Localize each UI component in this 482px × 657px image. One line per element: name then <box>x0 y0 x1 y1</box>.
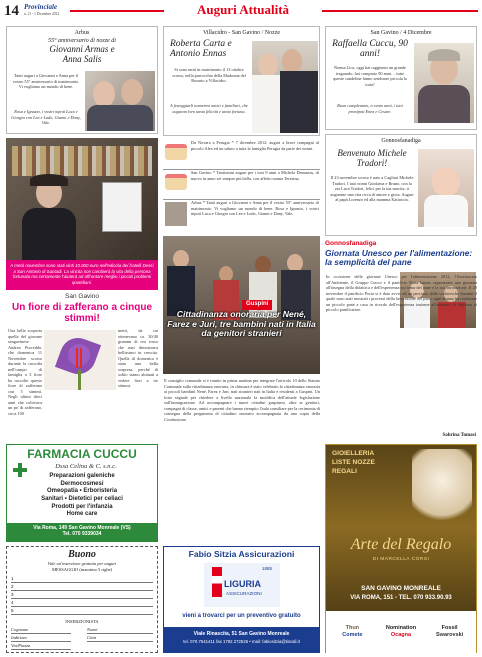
regalo-ad <box>325 444 477 653</box>
message-line[interactable]: 5 <box>11 607 153 615</box>
unesco-author: Sabrina Tomasi <box>442 433 476 438</box>
nome-field[interactable]: Nome <box>87 627 153 634</box>
auguri-item <box>163 140 320 166</box>
auguri-text: Da Novara a Perugia * 7 dicembre 2012: auguri a bravi compagni al piccolo Alex ed un saluto a tutta la famiglia Perugia da parte dei nonni. <box>191 140 319 151</box>
liguria-brand: LIGURIA <box>224 579 261 589</box>
service-item: Preparazioni galeniche <box>49 473 115 479</box>
message-line[interactable]: 2 <box>11 583 153 591</box>
page-number: 14 <box>4 3 19 19</box>
saffron-flower-photo <box>44 330 116 390</box>
lighthouse-icon <box>212 567 222 597</box>
arbus-body: Tanti auguri a Giovanni e Anna per il vostro 55° anniversario di matrimonio. Vi vogliamo un mondo di bene. <box>12 73 80 89</box>
magazine-logo: Provinciale <box>24 3 58 11</box>
buono-coupon <box>6 546 158 653</box>
guspini-label: Guspini <box>242 300 272 310</box>
regalo-services <box>332 449 402 477</box>
farmacia-services <box>17 473 147 519</box>
tradori-birth-box <box>325 134 477 236</box>
farmacia-owner: Dssa Celina & C. s.n.c. <box>55 463 117 470</box>
regalo-owner: DI MARCELLA CORSI <box>372 557 430 562</box>
message-line[interactable]: 3 <box>11 591 153 599</box>
buono-subtitle: Vale un'inserzione gratuita per auguri <box>47 561 117 566</box>
auguri-item <box>163 170 320 196</box>
liguria-year: 1885 <box>262 566 273 571</box>
service-item: Omeopatia • Erboristeria <box>46 488 118 495</box>
cuccu-place: San Gavino / 4 Dicembre <box>370 30 432 36</box>
arbus-place: Arbus <box>74 30 90 36</box>
message-line[interactable]: 4 <box>11 599 153 607</box>
buono-message-label: MESSAGGIO (massimo 5 righe) <box>51 567 113 572</box>
auguri-list <box>163 138 320 234</box>
service-item: Dermocosmesi <box>60 480 104 487</box>
regalo-brands <box>326 611 476 653</box>
sitzia-ad <box>163 546 320 653</box>
grandmother-photo <box>414 43 474 123</box>
sitzia-footer <box>164 627 319 653</box>
tradori-body: Il 23 novembre scorso è nato a Cagliari Michele Tradori. I tuoi nonni Girolama e Bruno, con la zia Luca Tradori, felici per la tua nascita, ti augurano una vita ricca di amore e gioia. Auguri al papà Lorenzo ed alla mamma Katiuscia. <box>330 175 414 202</box>
farmacia-address: Via Roma, 149 San Gavino Monreale (VS) <box>33 525 131 531</box>
liguria-logo <box>204 563 280 607</box>
indirizzo-field[interactable]: Indirizzo <box>11 635 71 642</box>
header-rule-right <box>322 10 478 12</box>
newsstand-photo <box>6 138 158 260</box>
service-item: GIOIELLERIA <box>332 450 375 457</box>
cuccu-body: Nonna Lica, oggi hai raggiunto un grande traguardo, hai compiuto 90 anni… tutte queste candeline fanno sembrare piccola la torta! <box>333 65 407 87</box>
auguri-text: Arbus * Tanti auguri a Giovanni e Anna per il vostro 55° anniversario di matrimonio. Vi vogliamo un mondo di bene. Rosa e Ignazio, i vostri nipoti Luca e Giorgia con Lea e Ludo, Gianni e Dany, Vale. <box>191 200 319 216</box>
service-item: Prodotti per l'infanzia <box>51 503 113 510</box>
cuccu-birthday-box <box>325 26 477 130</box>
auguri-text: San Gavino * Tantissimi auguri per i tuoi 9 anni a Michela Demurtas, di nuovo in anno sei sempre più bella, con affetto nonna Teresina. <box>191 170 319 181</box>
issue-date: n. 21 - 1 Dicembre 2012 <box>24 12 60 16</box>
newsstand-caption: A metà novembre sono stati vinti 10.000 euro nell'edicola dei fratelli Dessì a San Antonio di Santadi. La vincita non cambierà la vita della persona fortunata ma certamente l'aiuterà ad affrontare meglio i piccoli problemi quotidiani. <box>6 260 158 290</box>
arbus-names: Giovanni Armas e Anna Salis <box>49 44 115 64</box>
regalo-address: VIA ROMA, 151 - TEL. 070 933.90.93 <box>350 595 452 601</box>
wedding-couple-photo <box>252 41 318 133</box>
buono-sender-label: INSERZIONISTA <box>65 619 99 624</box>
villacidro-names: Roberta Carta e Antonio Ennas <box>170 39 232 60</box>
unesco-headline: Giornata Unesco per l'alimentazione: la semplicità del pane <box>325 248 473 268</box>
brand-logo: Nomination <box>385 625 417 632</box>
page-header <box>0 0 482 22</box>
auguri-item <box>163 200 320 232</box>
service-item: Home care <box>66 511 98 518</box>
sitzia-address: Viale Rinascita, 51 San Gavino Monreale <box>193 631 290 637</box>
cake-icon <box>165 174 187 190</box>
service-item: Sanitari • Dietetici per celiaci <box>41 496 123 503</box>
cognome-field[interactable]: Cognome <box>11 627 71 634</box>
villacidro-place: Villacidro - San Gavino / Nozze <box>202 30 281 36</box>
sitzia-slogan: vieni a trovarci per un preventivo gratuito <box>182 613 301 619</box>
arbus-couple-photo <box>85 71 155 131</box>
newborn-photo <box>418 149 474 227</box>
section-title: Auguri Attualità <box>196 2 290 17</box>
brand-logo: Comete <box>342 632 363 638</box>
brand-logo: Swarovski <box>436 632 464 638</box>
cuccu-names: Raffaella Cuccu, 90 anni! <box>332 39 408 60</box>
buono-title: Buono <box>68 549 96 560</box>
guspini-headline: Cittadinanza onoraria per Nené, Farez e Juri, tre bambini nati in Italia da genitori stranieri <box>167 309 316 339</box>
tradori-place: Gonnosfanadiga <box>381 138 421 144</box>
zafferano-body-left: Una bella scoperta quella del giovane sangavinese Andrea Porcedda, che domenica 11 Novembre scorso durante la raccolta nell'campo di famiglia a 3 fiore ha raccolto questo fiore di zafferano con 5 stimmi. Negli ultimi dieci anni che coltivava un po' di zafferano, circa 100 <box>8 328 42 416</box>
sitzia-title: Fabio Sitzia Assicurazioni <box>188 549 295 559</box>
zafferano-place: San Gavino <box>65 293 99 300</box>
regalo-city: SAN GAVINO MONREALE <box>361 585 441 592</box>
unesco-body: In occasione delle giornate Unesco per l'alimentazione 2012, l'Assessorato all'Ambiente, il Gruppo Cuoco e il panificio Porta hanno organizzato una giornata all'insegna della didattica e dell'esperienza sul tema del pane e la sua lavorazione. Il 20 novembre il panificio Porta si è dato avvio ad un percorso delle scolaresche durante il quale sono stati mostrati i processi della lavorazione del pane: ogni alunno ha realizzato un piccolo pane a casa in ricordo dell'esperienza insieme all'attestato di diploma di piccolo panificatore. <box>326 274 477 312</box>
farmacia-ad <box>6 444 158 542</box>
header-rule-left <box>70 10 164 12</box>
service-item: REGALI <box>332 468 357 476</box>
farmacia-footer <box>7 523 157 542</box>
regalo-name: Arte del Regalo <box>350 536 452 553</box>
sitzia-phone: tel. 070.7541411 fax 1782.272525 • mail: fabiositzia@tiscali.it <box>183 639 300 645</box>
brand-logo: Fossil <box>441 625 458 632</box>
liguria-brand-sub: ASSICURAZIONI <box>226 591 262 596</box>
arbus-anniversary-box <box>6 26 158 134</box>
arbus-sign: Rosa e Ignazio, i vostri nipoti Luca e Giorgia con Lea e Ludo, Gianni e Dany, Vale. <box>11 109 81 125</box>
tradori-title: Benvenuto Michele Tradori! <box>337 148 407 168</box>
arbus-subtitle: 55° anniversario di nozze di <box>48 37 116 44</box>
message-line[interactable]: 1 <box>11 575 153 583</box>
couple-thumb <box>165 202 187 226</box>
farmacia-phone: Tel. 070 9339034 <box>62 531 102 538</box>
guspini-body: Il consiglio comunale si è riunito in prima mattina per integrare l'articolo 10 dello Statuto Comunale sulla cittadinanza onoraria, in chiusura è stato celebrato la cittadinanza onoraria ai piccoli bambini Nené, Farez e Juri, nati stranieri nati in Italia e residenti a Guspini. Un forte segnale per chiedere a livello nazionale la modifica dell'attuale legislazione sull'immigrazione. Ad accompagnare i nuovi cittadini guspinesi, oltre ai genitori, compagni di classe, amici e parenti che hanno riempito l'aula consiliare per la cerimonia di consegna della pergamena di cittadino onorario accompagnata da una copia della Costituzione. <box>164 378 320 422</box>
service-item: LISTE NOZZE <box>332 459 375 467</box>
farmacia-title: FARMACIA CUCCU <box>27 447 137 461</box>
citta-field[interactable]: Città <box>87 635 153 642</box>
unesco-place: Gonnosfanadiga <box>325 240 377 247</box>
buono-lines <box>11 575 153 615</box>
via-field[interactable]: Via/Piazza <box>11 643 71 650</box>
brand-logo: Thun <box>345 625 360 632</box>
villacidro-body: Si sono uniti in matrimonio il 13 ottobre scorso, nella parrocchia della Madonna del Rosario a Villacidro. <box>172 67 246 83</box>
cuccu-sign: Buon compleanno, a cento anni, i tuoi pronipoti Enea e Cesare. <box>337 103 403 114</box>
zafferano-body-right: metri, da cui ottenevano ca. 30/40 grammi di oro rosso che mai dimostrava bellissimo in crescita. Quella di domenica è stata una bella sorpresa, perché di solito siamo abituati a vedere fiori a tre stimmi. <box>118 328 158 388</box>
villacidro-sign: A festeggiarli numerosi amici e familiari, che auguran loro tanta felicità e tanta fortuna. <box>170 103 248 114</box>
brand-logo: Ocagna <box>390 632 412 638</box>
zafferano-title: Un fiore di zafferano a cinque stimmi! <box>11 302 153 324</box>
cake-icon <box>165 144 187 160</box>
villacidro-wedding-box <box>163 26 320 136</box>
angel-figurine-image <box>412 449 472 529</box>
